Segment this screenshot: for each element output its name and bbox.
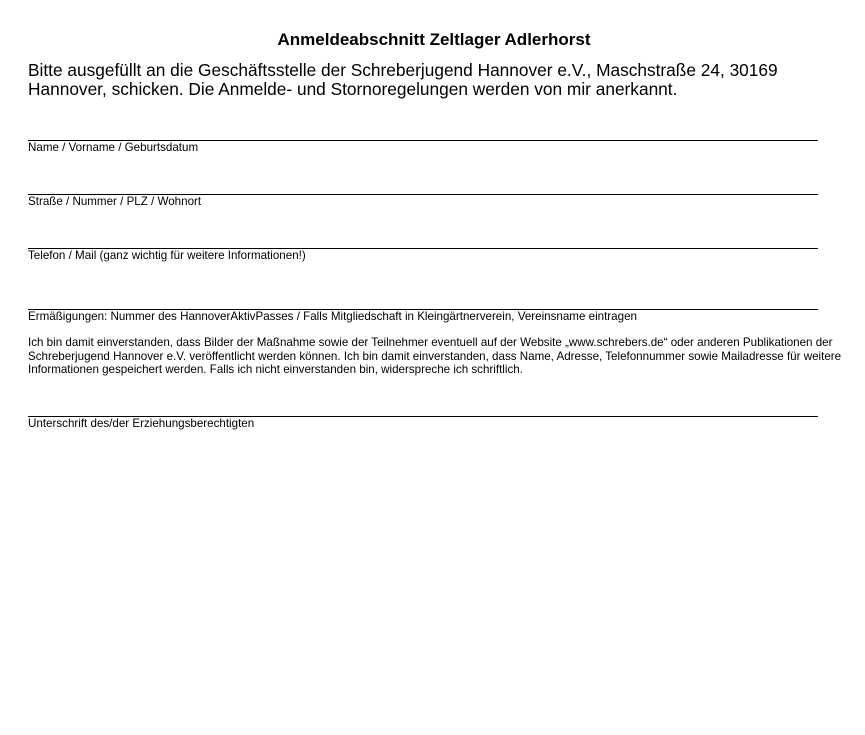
- contact-field-label: Telefon / Mail (ganz wichtig für weitere Informationen!): [28, 249, 306, 262]
- address-field-label: Straße / Nummer / PLZ / Wohnort: [28, 195, 202, 208]
- name-field[interactable]: [28, 140, 818, 154]
- signature-field[interactable]: [28, 416, 818, 430]
- intro-text: Bitte ausgefüllt an die Geschäftsstelle der Schreberjugend Hannover e.V., Maschstraße 24, 30169 Hannover, schicken. Die Anmelde- und Stornoregelungen werden von mir anerkannt.: [28, 60, 778, 99]
- discount-field-label: Ermäßigungen: Nummer des HannoverAktivPasses / Falls Mitgliedschaft in Kleingärtnerverein, Vereinsname eintragen: [28, 310, 637, 323]
- signature-field-label: Unterschrift des/der Erziehungsberechtigten: [28, 417, 255, 430]
- discount-field[interactable]: [28, 309, 818, 323]
- name-field-label: Name / Vorname / Geburtsdatum: [28, 141, 199, 154]
- contact-field[interactable]: [28, 248, 818, 262]
- address-field[interactable]: [28, 194, 818, 208]
- form-title: Anmeldeabschnitt Zeltlager Adlerhorst: [277, 30, 591, 49]
- consent-text: Ich bin damit einverstanden, dass Bilder der Maßnahme sowie der Teilnehmer eventuell auf der Website „www.schrebers.de“ oder anderen Publikationen der Schreberjugend Hannover e.V. veröffentlicht werden können. Ich bin damit einverstanden, dass Name, Adresse, Telefonnummer sowie Mailadresse für weitere Informationen gespeichert werden. Falls ich nicht einverstanden bin, widerspreche ich schriftlich.: [28, 336, 842, 376]
